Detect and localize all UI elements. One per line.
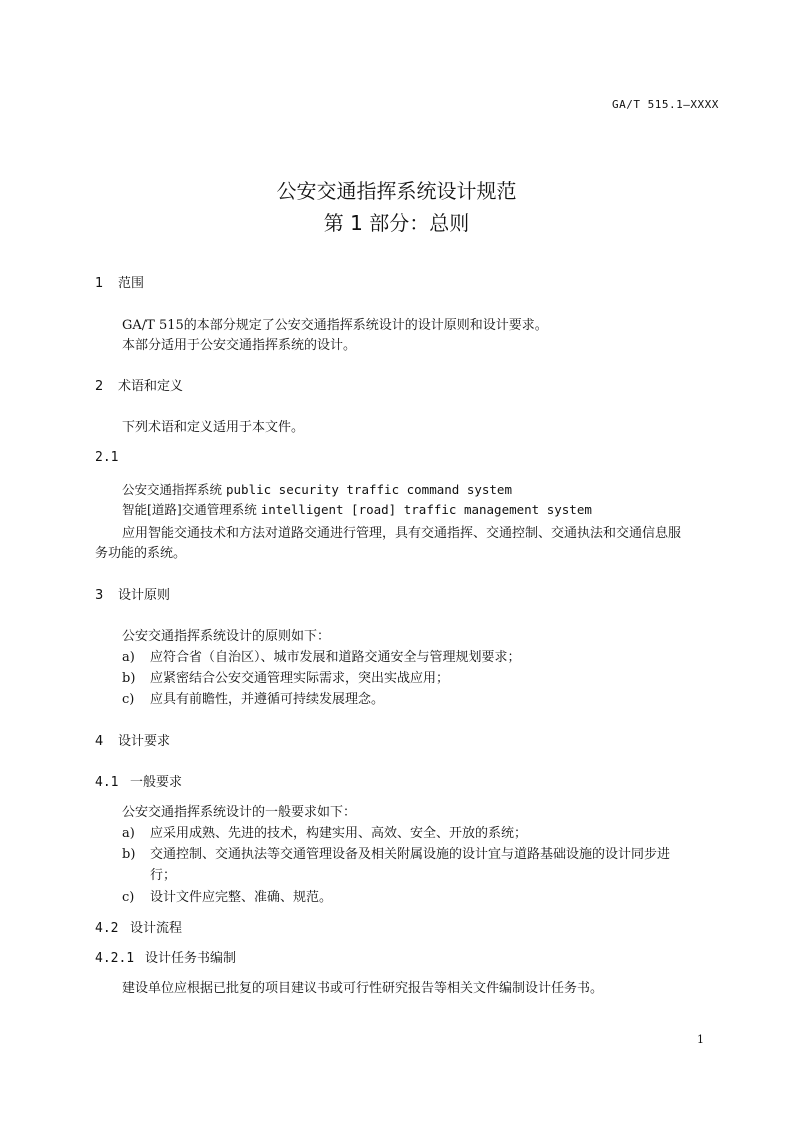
document-title: 公安交通指挥系统设计规范 <box>276 179 517 203</box>
section-number: 4 <box>95 734 104 749</box>
paragraph: 下列术语和定义适用于本文件。 <box>122 420 305 435</box>
subsection-4-2-1-heading <box>95 947 236 966</box>
list-item <box>122 667 449 686</box>
list-text: 应符合省（自治区）、城市发展和道路交通安全与管理规划要求； <box>150 650 521 665</box>
subsection-4-2-heading <box>95 917 182 936</box>
list-marker: c) <box>122 692 135 707</box>
list-marker: a) <box>122 826 135 841</box>
list-text: 应紧密结合公安交通管理实际需求，突出实战应用； <box>150 671 450 686</box>
section-2-heading <box>95 375 183 394</box>
list-item-continuation: 行； <box>150 868 177 883</box>
list-text: 应采用成熟、先进的技术，构建实用、高效、安全、开放的系统； <box>150 826 528 841</box>
section-number: 3 <box>95 588 104 603</box>
paragraph: GA/T 515的本部分规定了公安交通指挥系统设计的设计原则和设计要求。 <box>122 318 548 333</box>
term-english: public security traffic command system <box>226 482 512 497</box>
list-item <box>122 886 332 905</box>
section-title: 术语和定义 <box>118 379 184 394</box>
term-definition-cont: 务功能的系统。 <box>95 546 187 561</box>
list-text: 设计文件应完整、准确、规范。 <box>150 890 333 905</box>
page-number: 1 <box>697 1033 704 1046</box>
paragraph: 公安交通指挥系统设计的原则如下： <box>122 629 331 644</box>
subsection-number: 4.2.1 <box>95 951 135 966</box>
term-entry <box>122 480 512 498</box>
paragraph: 本部分适用于公安交通指挥系统的设计。 <box>122 338 357 353</box>
list-item <box>122 688 384 707</box>
list-item <box>122 646 521 665</box>
term-number: 2.1 <box>95 450 119 465</box>
section-title: 设计原则 <box>118 588 171 603</box>
section-number: 2 <box>95 379 104 394</box>
document-code: GA/T 515.1—XXXX <box>612 98 719 111</box>
section-1-heading <box>95 272 144 291</box>
term-chinese: 智能[道路]交通管理系统 <box>122 502 257 517</box>
list-marker: b) <box>122 671 136 686</box>
subsection-number: 4.2 <box>95 921 119 936</box>
section-title: 范围 <box>118 276 145 291</box>
subsection-title: 设计任务书编制 <box>145 951 237 966</box>
term-english: intelligent [road] traffic management system <box>260 502 592 517</box>
list-marker: c) <box>122 890 135 905</box>
section-title: 设计要求 <box>118 734 171 749</box>
term-entry <box>122 500 592 518</box>
list-item <box>122 843 670 862</box>
paragraph: 建设单位应根据已批复的项目建议书或可行性研究报告等相关文件编制设计任务书。 <box>122 981 604 996</box>
list-text: 交通控制、交通执法等交通管理设备及相关附属设施的设计宜与道路基础设施的设计同步进 <box>150 847 671 862</box>
term-definition: 应用智能交通技术和方法对道路交通进行管理，具有交通指挥、交通控制、交通执法和交通信息服 <box>122 526 682 541</box>
document-subtitle: 第 1 部分：总则 <box>323 211 470 235</box>
section-4-heading <box>95 730 170 749</box>
list-marker: b) <box>122 847 136 862</box>
term-chinese: 公安交通指挥系统 <box>122 482 223 497</box>
paragraph: 公安交通指挥系统设计的一般要求如下： <box>122 805 357 820</box>
section-3-heading <box>95 584 170 603</box>
list-text: 应具有前瞻性，并遵循可持续发展理念。 <box>150 692 385 707</box>
subsection-title: 设计流程 <box>130 921 183 936</box>
section-number: 1 <box>95 276 104 291</box>
list-marker: a) <box>122 650 135 665</box>
subsection-number: 4.1 <box>95 775 119 790</box>
subsection-4-1-heading <box>95 771 182 790</box>
list-item <box>122 822 527 841</box>
subsection-title: 一般要求 <box>130 775 183 790</box>
